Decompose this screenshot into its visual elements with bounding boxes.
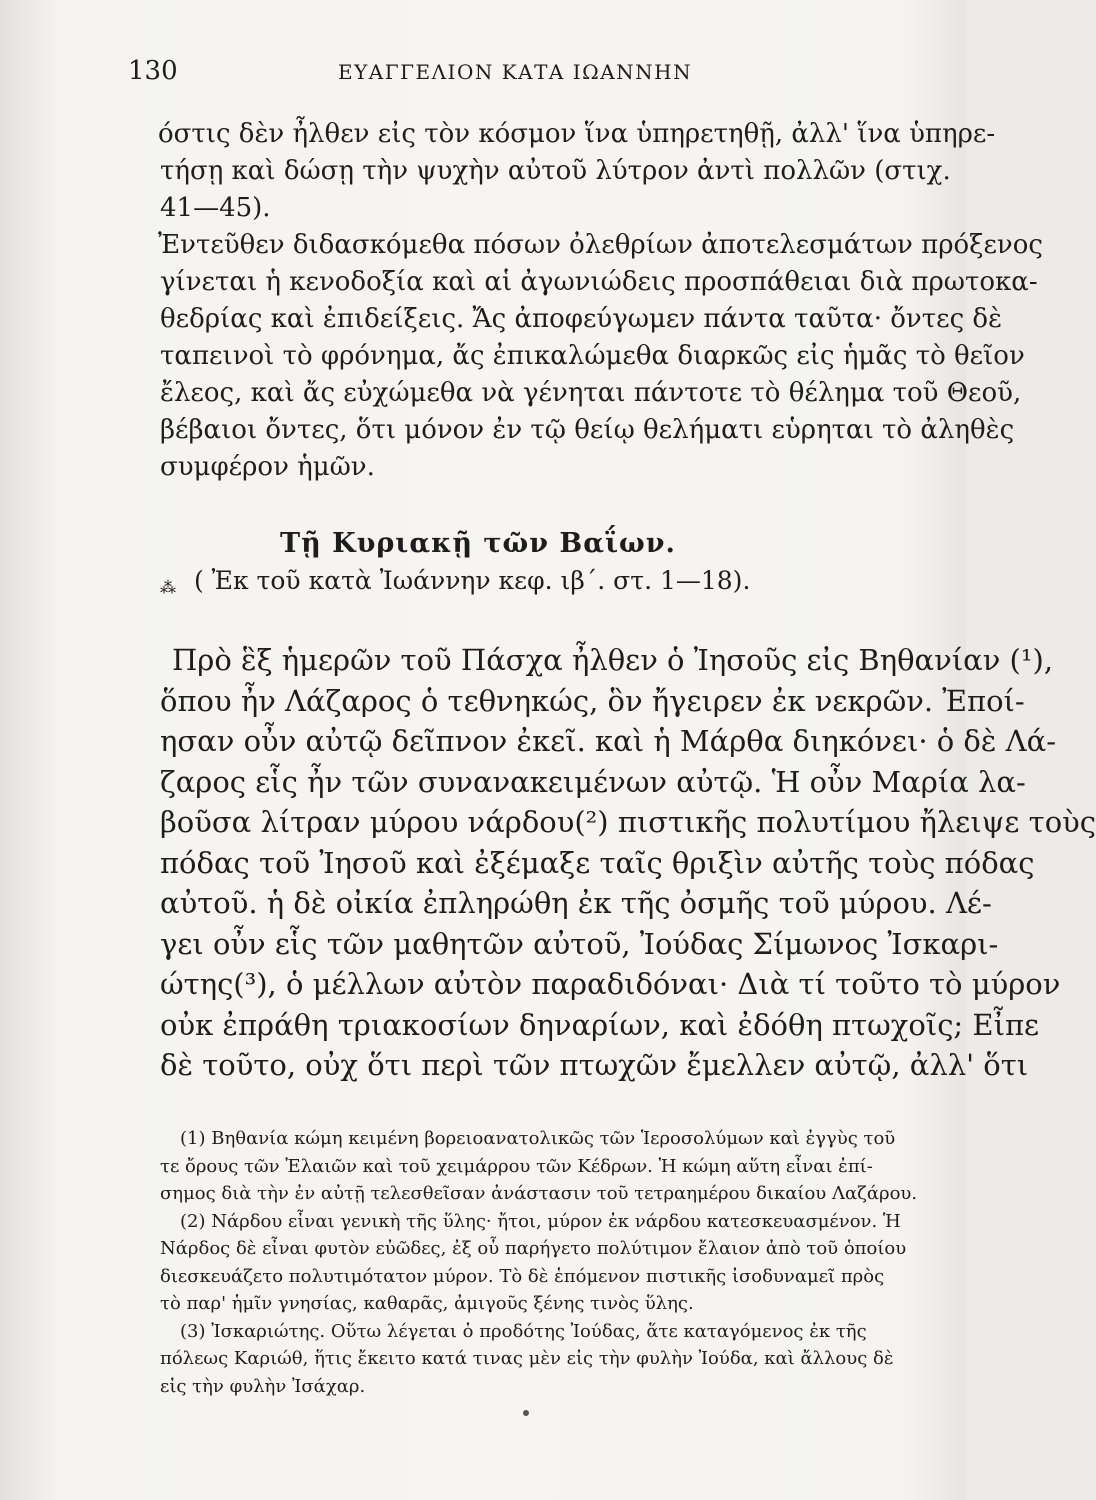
page-number: 130 [128,56,178,86]
section-reference [160,566,750,597]
footnote-line: διεσκευάζετο πολυτιμότατον μύρον. Τὸ δὲ ἑπόμενον πιστικῆς ἰσοδυναμεῖ πρὸς [160,1265,885,1287]
footnote-line: (2) Νάρδου εἶναι γενικὴ τῆς ὕλης· ἤτοι, μύρον ἐκ νάρδου κατεσκευασμένον. Ἡ [180,1210,901,1232]
text-line: οὐκ ἐπράθη τριακοσίων δηναρίων, καὶ ἐδόθη πτωχοῖς; Εἶπε [160,1007,1040,1042]
footnote-line: Νάρδος δὲ εἶναι φυτὸν εὐῶδες, ἐξ οὗ παρήγετο πολύτιμον ἔλαιον ἀπὸ τοῦ ὁποίου [160,1238,907,1259]
text-line: αὐτοῦ. ἡ δὲ οἰκία ἐπληρώθη ἐκ τῆς ὀσμῆς τοῦ μύρου. Λέ- [160,886,992,920]
text-line: βοῦσα λίτραν μύρου νάρδου(²) πιστικῆς πολυτίμου ἤλειψε τοὺς [160,805,1096,839]
text-line: γίνεται ἡ κενοδοξία καὶ αἱ ἀγωνιώδεις προσπάθειαι διὰ πρωτοκα- [160,267,1038,297]
text-line: Πρὸ ἓξ ἡμερῶν τοῦ Πάσχα ἦλθεν ὁ Ἰησοῦς εἰς Βηθανίαν (¹), [172,643,1054,677]
footnote-line: (1) Βηθανία κώμη κειμένη βορειοανατολικῶς τῶν Ἱεροσολύμων καὶ ἐγγὺς τοῦ [180,1128,896,1149]
footnote-line: σημος διὰ τὴν ἐν αὐτῇ τελεσθεῖσαν ἀνάστασιν τοῦ τετραημέρου δικαίου Λαζάρου. [160,1183,918,1204]
text-line: πόδας τοῦ Ἰησοῦ καὶ ἐξέμαξε ταῖς θριξὶν αὐτῆς τοὺς πόδας [160,845,1035,880]
text-line: τήσῃ καὶ δώσῃ τὴν ψυχὴν αὐτοῦ λύτρον ἀντὶ πολλῶν (στιχ. [160,156,951,186]
gospel-text [160,640,1096,1086]
page-header [128,56,908,96]
footnotes [160,1125,918,1400]
text-line: 41—45). [160,193,271,223]
text-line: θεδρίας καὶ ἐπιδείξεις. Ἄς ἀποφεύγωμεν πάντα ταῦτα· ὄντες δὲ [160,304,1003,334]
text-line: ώτης(³), ὁ μέλλων αὐτὸν παραδιδόναι· Διὰ τί τοῦτο τὸ μύρον [160,967,1061,1001]
commentary-text [158,116,1043,486]
text-line: ζαρος εἷς ἦν τῶν συνανακειμένων αὐτῷ. Ἡ οὖν Μαρία λα- [160,764,1026,799]
text-line: Ἐντεῦθεν διδασκόμεθα πόσων ὀλεθρίων ἀποτελεσμάτων πρόξενος [158,230,1043,260]
footnote-line: τὸ παρ' ἡμῖν γνησίας, καθαρᾶς, ἀμιγοῦς ξένης τινὸς ὕλης. [160,1293,694,1314]
section-title: Τῇ Κυριακῇ τῶν Βαΐων. [280,528,676,559]
text-line: ἔλεος, καὶ ἄς εὐχώμεθα νὰ γένηται πάντοτε τὸ θέλημα τοῦ Θεοῦ, [160,378,1022,408]
text-line: δὲ τοῦτο, οὐχ ὅτι περὶ τῶν πτωχῶν ἔμελλεν αὐτῷ, ἀλλ' ὅτι [160,1048,1029,1082]
running-head: ΕΥΑΓΓΕΛΙΟΝ ΚΑΤΑ ΙΩΑΝΝΗΝ [338,60,693,84]
footnote-line: (3) Ἰσκαριώτης. Οὕτω λέγεται ὁ προδότης Ἰούδας, ἅτε καταγόμενος ἐκ τῆς [180,1320,867,1342]
reference-mark: ⁂ [160,578,176,597]
text-line: γει οὖν εἷς τῶν μαθητῶν αὐτοῦ, Ἰούδας Σίμωνος Ἰσκαρι- [160,926,999,961]
text-line: ὅπου ἦν Λάζαρος ὁ τεθνηκώς, ὃν ἤγειρεν ἐκ νεκρῶν. Ἐποί- [160,683,1025,718]
text-line: όστις δὲν ἦλθεν εἰς τὸν κόσμον ἵνα ὑπηρετηθῇ, ἀλλ' ἵνα ὑπηρε- [158,119,996,149]
footnote-line: πόλεως Καριώθ, ἥτις ἔκειτο κατά τινας μὲν εἰς τὴν φυλὴν Ἰούδα, καὶ ἄλλους δὲ [160,1348,894,1369]
text-line: συμφέρον ἡμῶν. [160,452,375,482]
text-line: βέβαιοι ὄντες, ὅτι μόνον ἐν τῷ θείῳ θελήματι εὑρηται τὸ ἀληθὲς [160,415,1015,445]
ink-speck [523,1410,529,1416]
footnote-line: τε ὄρους τῶν Ἐλαιῶν καὶ τοῦ χειμάρρου τῶν Κέδρων. Ἡ κώμη αὕτη εἶναι ἐπί- [160,1155,873,1177]
text-line: ταπεινοὶ τὸ φρόνημα, ἄς ἐπικαλώμεθα διαρκῶς εἰς ἡμᾶς τὸ θεῖον [160,341,1025,371]
reference-text: ( Ἐκ τοῦ κατὰ Ἰωάννην κεφ. ιβ΄. στ. 1—18). [193,566,751,595]
footnote-line: εἰς τὴν φυλὴν Ἰσάχαρ. [160,1375,366,1397]
text-line: ησαν οὖν αὐτῷ δεῖπνον ἐκεῖ. καὶ ἡ Μάρθα διηκόνει· ὁ δὲ Λά- [160,724,1056,758]
